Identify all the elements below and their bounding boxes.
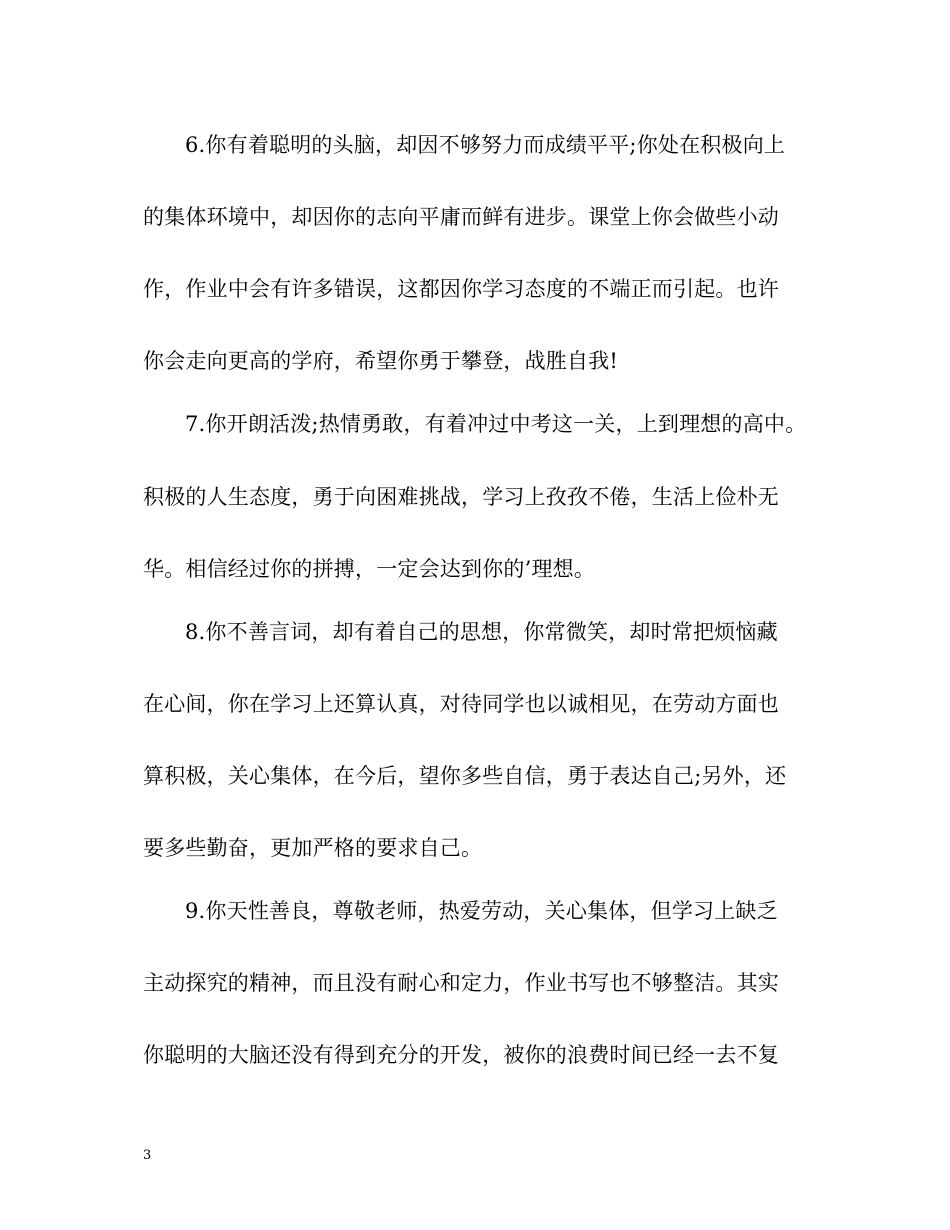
text-line: 7.你开朗活泼;热情勇敢，有着冲过中考这一关，上到理想的高中。 [185,412,807,436]
text-line: 主动探究的精神，而且没有耐心和定力，作业书写也不够整洁。其实 [143,971,779,995]
page-number: 3 [143,1148,152,1163]
text-line: 积极的人生态度，勇于向困难挑战，学习上孜孜不倦，生活上俭朴无 [143,485,779,509]
text-line: 你聪明的大脑还没有得到充分的开发，被你的浪费时间已经一去不复 [143,1043,779,1067]
text-line: 要多些勤奋，更加严格的要求自己。 [143,836,483,860]
text-line: 8.你不善言词，却有着自己的思想，你常微笑，却时常把烦恼藏 [185,620,778,644]
text-line: 9.你天性善良，尊敬老师，热爱劳动，关心集体，但学习上缺乏 [185,899,778,923]
text-line: 你会走向更高的学府，希望你勇于攀登，战胜自我! [143,349,619,373]
text-line: 的集体环境中，却因你的志向平庸而鲜有进步。课堂上你会做些小动 [143,205,779,229]
text-line: 6.你有着聪明的头脑，却因不够努力而成绩平平;你处在积极向上 [185,133,786,157]
text-line: 作，作业中会有许多错误，这都因你学习态度的不端正而引起。也许 [143,277,779,301]
text-line: 算积极，关心集体，在今后，望你多些自信，勇于表达自己;另外，还 [143,764,787,788]
text-line: 华。相信经过你的拼搏，一定会达到你的’理想。 [143,557,596,581]
text-line: 在心间，你在学习上还算认真，对待同学也以诚相见，在劳动方面也 [143,692,779,716]
